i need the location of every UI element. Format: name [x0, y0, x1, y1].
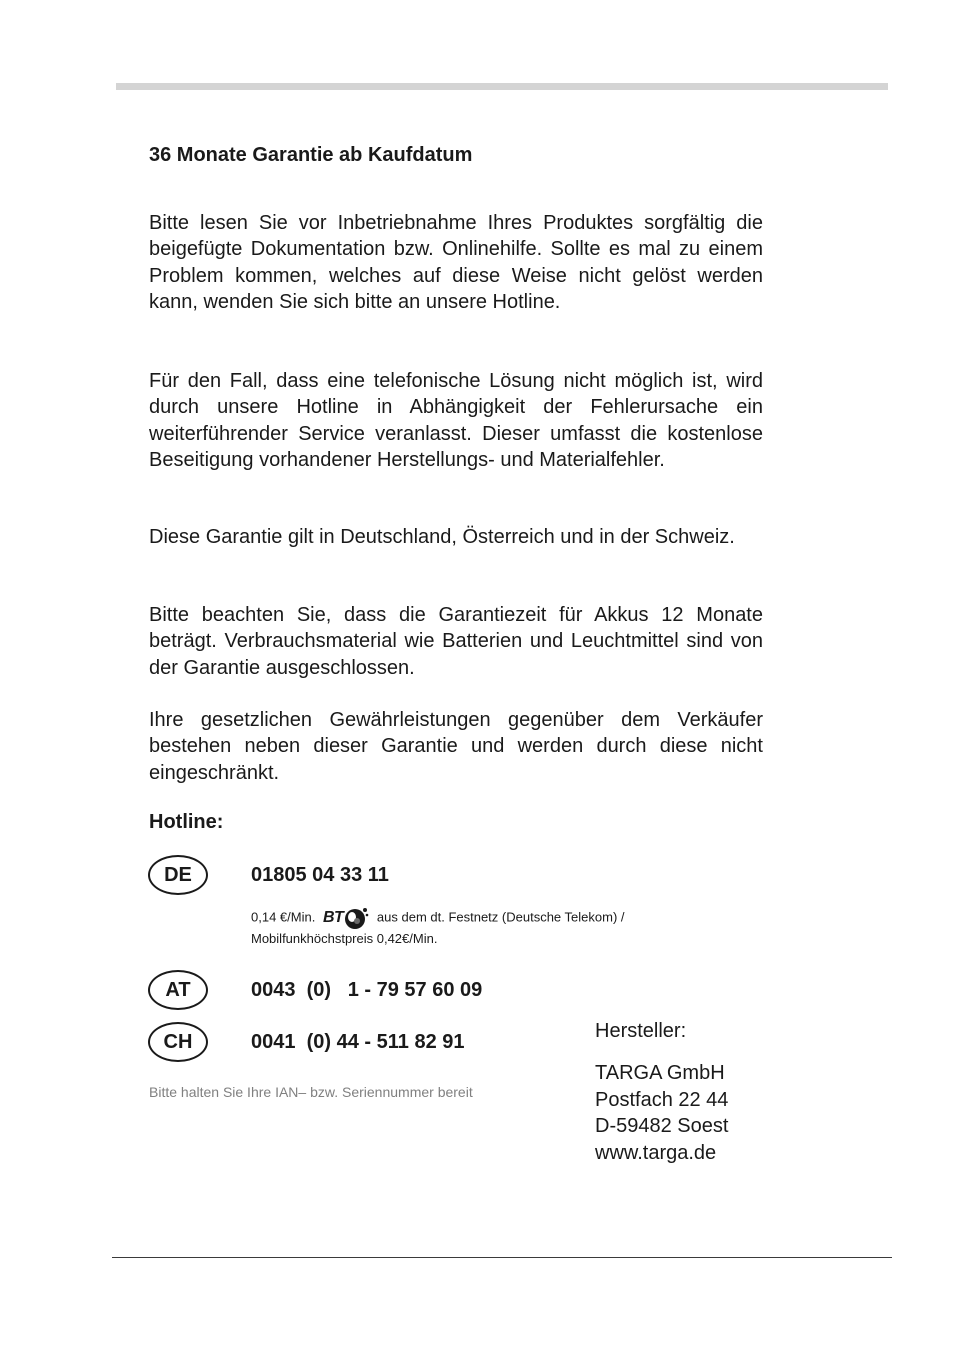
paragraph-warranty-rights: Ihre gesetzlichen Gewährleistungen gegenüber dem Verkäufer bestehen neben dieser Garantie und werden durch diese nicht eingeschränkt. [149, 709, 763, 784]
paragraph-service: Für den Fall, dass eine telefonische Lösung nicht möglich ist, wird durch unsere Hotline in Abhängigkeit der Fehlerursache ein weiterführender Service veranlasst. Dieser umfasst die kostenlose Beseitigung vorhandener Herstellungs- und Materialfehler. [149, 370, 763, 471]
rate-prefix: 0,14 €/Min. [251, 909, 316, 925]
address-postbox: Postfach 22 44 [595, 1088, 729, 1111]
top-divider-bar [116, 83, 888, 90]
serial-number-note: Bitte halten Sie Ihre IAN– bzw. Seriennummer bereit [149, 1084, 473, 1100]
bottom-divider-line [112, 1257, 892, 1258]
country-badge-de: DE [148, 855, 208, 895]
manufacturer-heading: Hersteller: [595, 1020, 687, 1042]
address-city: D-59482 Soest [595, 1115, 729, 1137]
hotline-heading: Hotline: [149, 811, 224, 833]
bt-logo-icon: BT [323, 906, 369, 930]
paragraph-countries: Diese Garantie gilt in Deutschland, Österreich und in der Schweiz. [149, 526, 735, 548]
country-badge-at: AT [148, 970, 208, 1010]
manufacturer-address [595, 1060, 728, 1166]
rate-mobile: Mobilfunkhöchstpreis 0,42€/Min. [251, 931, 438, 946]
paragraph-intro: Bitte lesen Sie vor Inbetriebnahme Ihres Produktes sorgfältig die beigefügte Dokumentation bzw. Onlinehilfe. Sollte es mal zu einem Problem kommen, welches auf diese Weise nicht gelöst werden kann, wenden Sie sich bitte an unsere Hotline. [149, 212, 763, 313]
address-website[interactable]: www.targa.de [595, 1141, 717, 1164]
phone-number-at: 0043 (0) 1 - 79 57 60 09 [251, 979, 483, 1001]
country-badge-ch: CH [148, 1022, 208, 1062]
rate-info-de [251, 906, 625, 948]
address-company: TARGA GmbH [595, 1062, 725, 1084]
paragraph-batteries: Bitte beachten Sie, dass die Garantiezeit für Akkus 12 Monate beträgt. Verbrauchsmaterial wie Batterien und Leuchtmittel sind von der Garantie ausgeschlossen. [149, 604, 763, 679]
rate-suffix: aus dem dt. Festnetz (Deutsche Telekom) / [376, 909, 625, 925]
phone-number-ch: 0041 (0) 44 - 511 82 91 [251, 1031, 465, 1053]
phone-number-de: 01805 04 33 11 [251, 864, 389, 886]
page-title: 36 Monate Garantie ab Kaufdatum [149, 144, 473, 166]
